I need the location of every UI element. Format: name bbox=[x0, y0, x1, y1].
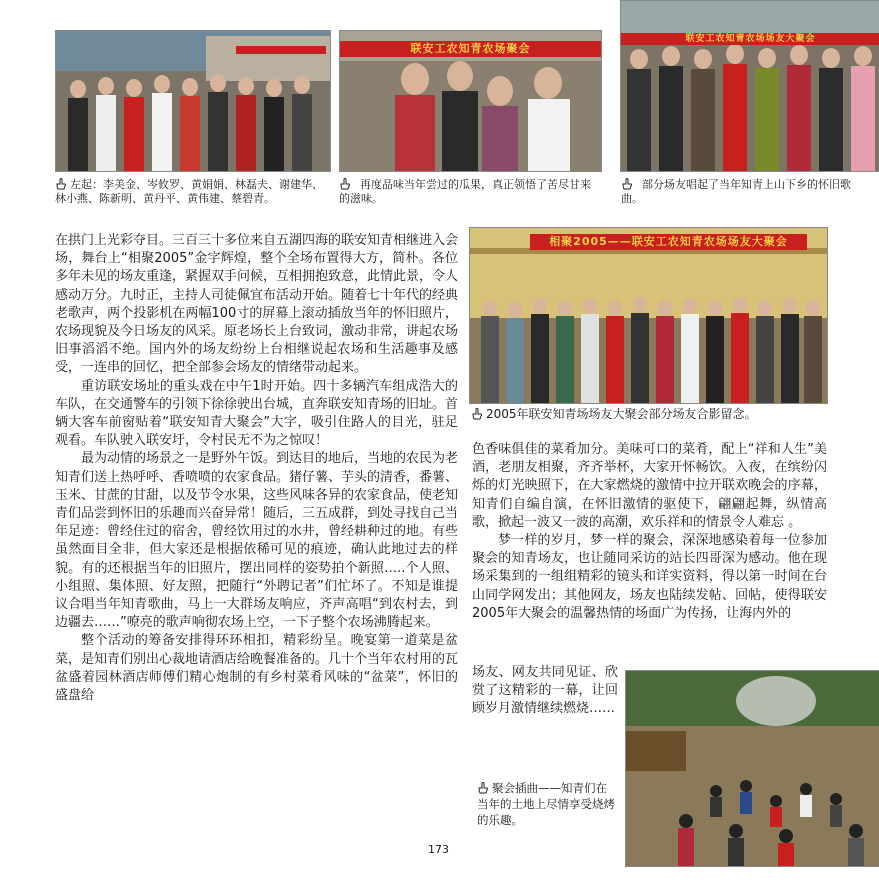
photo-group-top-left bbox=[55, 30, 331, 172]
article-right-column-continued bbox=[472, 664, 618, 719]
hand-pointer-icon bbox=[339, 178, 351, 190]
hand-pointer-icon bbox=[477, 782, 489, 794]
photo-reunion-group-image bbox=[470, 228, 827, 403]
paragraph: 色香味俱佳的菜肴加分。美味可口的菜肴，配上“祥和人生”美酒，老朋友相聚，齐齐举杯，大家开怀畅饮。入夜，在缤纷闪烁的灯光映照下，在大家燃烧的激情中拉开联欢晚会的序幕，知青们自编自演，在怀旧激情的驱使下，翩翩起舞，纵情高歌，掀起一波又一波的高潮，欢乐祥和的情景令人难忘 。 bbox=[472, 442, 827, 530]
photo-barbecue bbox=[625, 670, 879, 867]
caption-text: 再度品味当年尝过的瓜果，真正领悟了苦尽甘来的滋味。 bbox=[339, 178, 591, 205]
caption-text: 2005年联安知青场场友大聚会部分场友合影留念。 bbox=[486, 407, 757, 421]
paragraph: 最为动情的场景之一是野外午饭。到达目的地后，当地的农民为老知青们送上热呼呼、香喷喷的农家食品。猪仔薯、芋头的清香，番薯、玉米、甘蔗的甘甜，以及节令水果，这些风味各异的农家食品，使老知青们品尝到怀旧的乐趣而兴奋异常！随后，三五成群，到处寻找自己当年足迹：曾经住过的宿舍，曾经饮用过的水井，曾经耕种过的地。有些虽然面目全非，但大家还是根据依稀可见的痕迹，确认此地过去的样貌。有的还根据当年的旧照片，摆出同样的姿势拍个新照…..个人照、小组照、集体照、好友照，把随行“外聘记者”们忙坏了。不知是谁提议合唱当年知青歌曲，马上一大群场友响应，齐声高唱“到农村去，到边疆去……”嘹亮的歌声响彻农场上空，一下子整个农场沸腾起来。 bbox=[55, 451, 459, 631]
paragraph: 梦一样的岁月，梦一样的聚会，深深地感染着每一位参加聚会的知青场友，也让随同采访的站长四哥深为感动。他在现场采集到的一组组精彩的镜头和详实资料，得以第一时间在台山同学网发出；其他网友，场友也陆续发帖、回帖，使得联安2005年大聚会的温馨热情的场面广为传扬，让海内外的 bbox=[472, 533, 827, 621]
hand-pointer-icon bbox=[621, 178, 633, 190]
photo-singing-group bbox=[620, 0, 879, 172]
article-right-column bbox=[472, 441, 827, 623]
paragraph: 重访联安场址的重头戏在中午1时开始。四十多辆汽车组成浩大的车队，在交通警车的引领下徐徐驶出台城，直奔联安知青场的旧址。首辆大客车前窗贴着“联安知青大聚会”大字，吸引住路人的目光，驻足观看。车队驶入联安圩，令村民无不为之惊叹！ bbox=[55, 378, 459, 449]
paragraph: 在拱门上光彩夺目。三百三十多位来自五湖四海的联安知青相继进入会场，舞台上“相聚2005”金字辉煌，整个全场布置得大方，简朴。各位多年未见的场友重逢，紧握双手问候，互相拥抱致意，此情此景，令人感动万分。九时正，主持人司徒佩宜布活动开始。随着七十年代的经典老歌声，两个投影机在两幅100寸的屏幕上滚动插放当年的怀旧照片，农场现貌及今日场友的风采。原老场长上台致词，激动非常，讲起农场旧事滔滔不绝。国内外的场友纷纷上台相继说起农场和生活趣事及感受，一连串的回忆，把全部参会场友的情绪带动起来。 bbox=[55, 233, 459, 376]
caption-text: 左起：李美金、岑攸罗、黄娟娟、林磊夫、谢建华、林小燕、陈新明、黄丹平、黄伟建、蔡碧青。 bbox=[55, 178, 323, 205]
photo-reunion-group bbox=[469, 227, 828, 404]
paragraph: 场友、网友共同见证、欣赏了这精彩的一幕，让回顾岁月激情继续燃烧…… bbox=[472, 665, 618, 717]
caption-photo-4 bbox=[471, 407, 831, 421]
caption-photo-5 bbox=[477, 780, 617, 828]
caption-text: 部分场友唱起了当年知青上山下乡的怀旧歌曲。 bbox=[621, 178, 851, 205]
caption-photo-2 bbox=[339, 178, 601, 206]
hand-pointer-icon bbox=[471, 408, 483, 420]
banner-text: 联安工农知青农场聚会 bbox=[340, 41, 601, 57]
hand-pointer-icon bbox=[55, 178, 67, 190]
banner-text: 相聚2005——联安工农知青农场场友大聚会 bbox=[530, 234, 807, 250]
photo-group-top-left-image bbox=[56, 31, 330, 171]
paragraph: 整个活动的筹备安排得环环相扣，精彩纷呈。晚宴第一道菜是盆菜，是知青们别出心裁地请酒店给晚餐准备的。几十个当年农村用的瓦盆盛着园林酒店师傅们精心炮制的有乡村菜肴风味的“盆菜”，怀旧的盛盘给 bbox=[55, 633, 459, 704]
caption-photo-3 bbox=[621, 178, 851, 206]
caption-photo-1 bbox=[55, 178, 325, 206]
photo-singing-group-image bbox=[621, 1, 879, 171]
photo-barbecue-image bbox=[626, 671, 879, 866]
banner-text: 联安工农知青农场场友大聚会 bbox=[621, 33, 879, 45]
page-number: 173 bbox=[428, 843, 449, 856]
photo-tasting-fruit bbox=[339, 30, 602, 172]
article-left-column bbox=[55, 232, 458, 705]
caption-text: 聚会插曲——知青们在当年的土地上尽情享受烧烤的乐趣。 bbox=[477, 781, 615, 827]
